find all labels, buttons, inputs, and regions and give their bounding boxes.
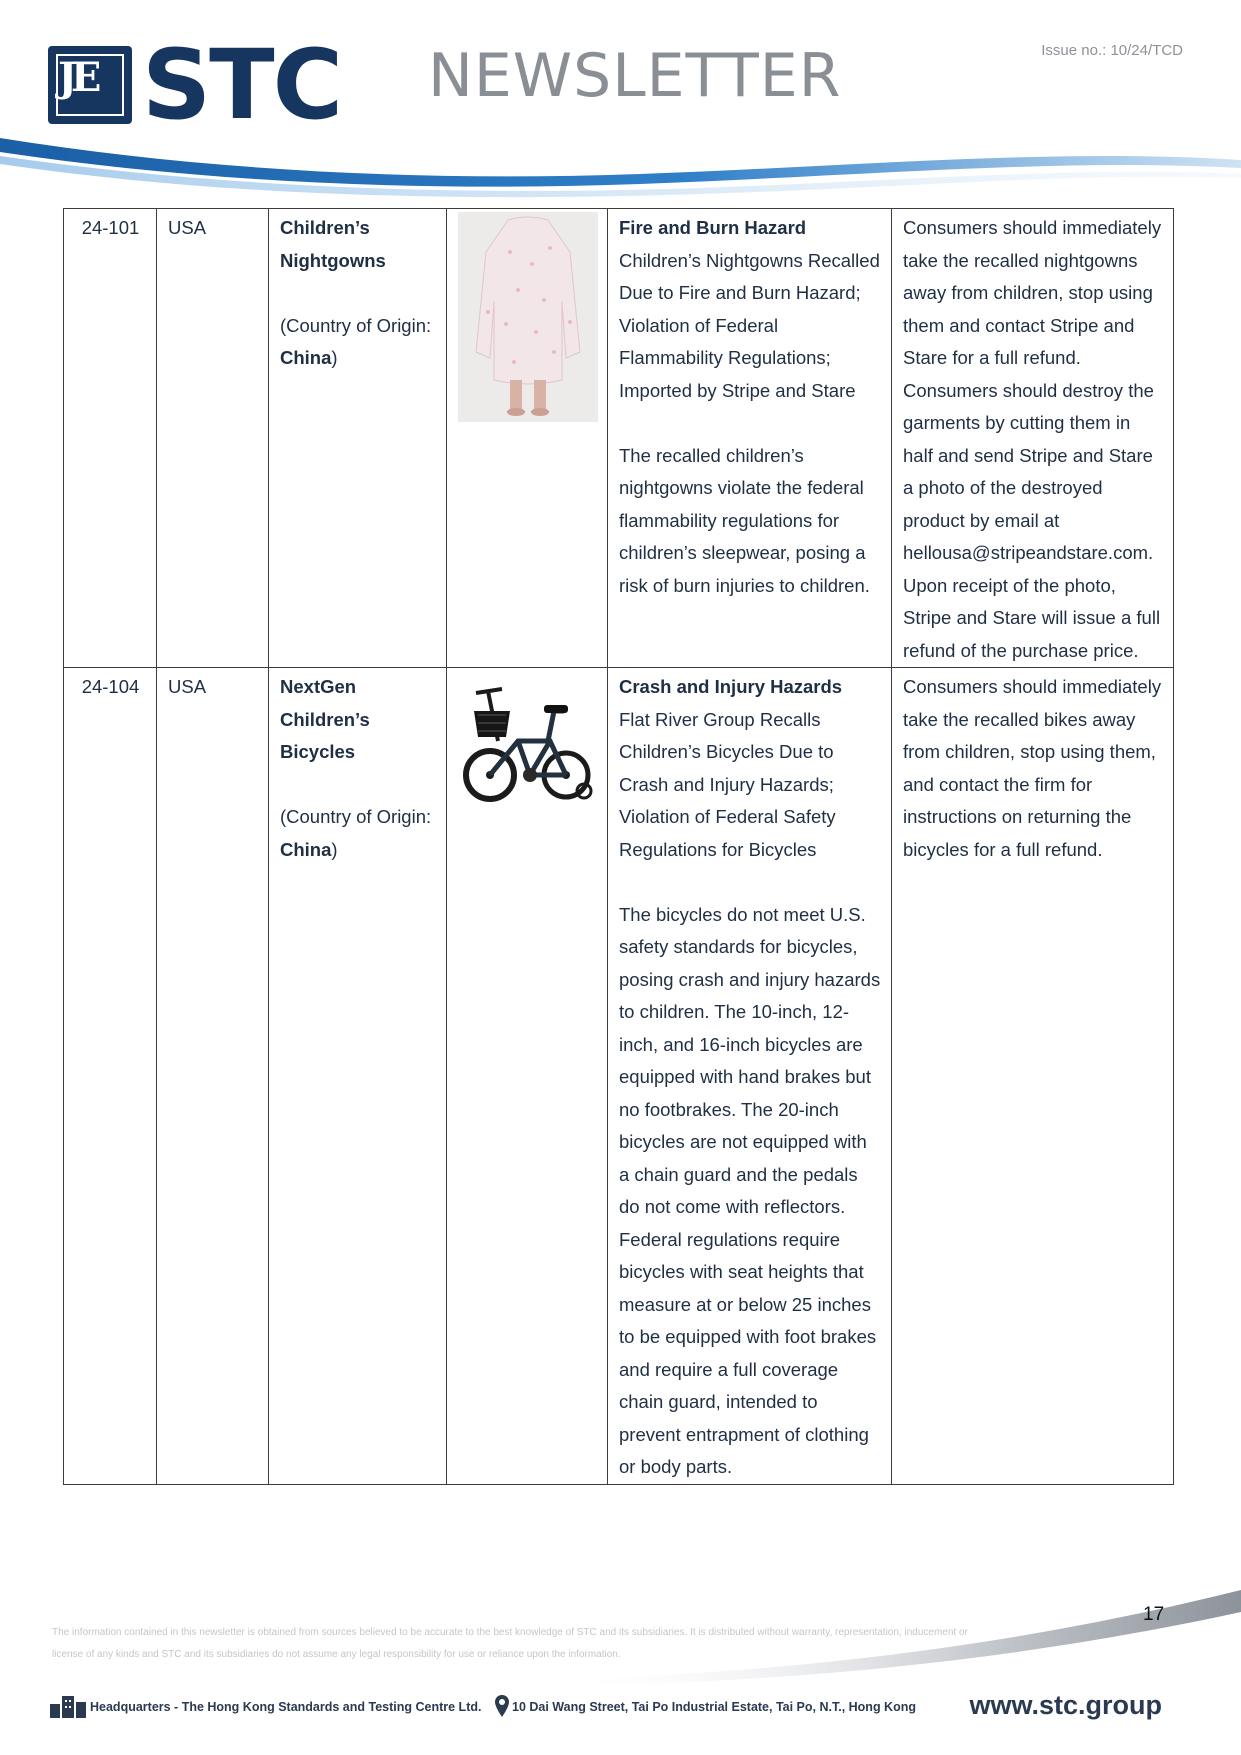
origin-label: (Country of Origin: [280, 314, 432, 336]
recall-id: 24-104 [64, 668, 157, 1485]
nightgown-photo-icon [458, 212, 598, 422]
bicycle-photo-icon [458, 671, 598, 821]
page-header [0, 0, 1241, 200]
hazard-summary: Flat River Group Recalls Children’s Bicycles Due to Crash and Injury Hazards; Violation of Federal Safety Regulations for Bicycles [619, 708, 836, 860]
page-footer [48, 1690, 1198, 1726]
headquarters-text: Headquarters - The Hong Kong Standards and Testing Centre Ltd. [90, 1700, 482, 1714]
building-icon [48, 1694, 88, 1718]
origin-country: China [280, 347, 332, 368]
recall-id: 24-101 [64, 209, 157, 668]
logo-wordmark: STC [142, 29, 342, 141]
newsletter-title: NEWSLETTER [428, 41, 842, 111]
table-row [64, 668, 1174, 1485]
hazard-detail: The bicycles do not meet U.S. safety standards for bicycles, posing crash and injury hazards to children. The 10-inch, 12-inch, and 16-inch bicycles are equipped with hand brakes but no footbrakes. The 20-inch bicycles are not equipped with a chain guard and the pedals do not come with reflectors. Federal regulations require bicycles with seat heights that measure at or below 25 inches to be equipped with foot brakes and require a full coverage chain guard, intended to prevent entrapment of clothing or body parts. [619, 903, 881, 1477]
product-name: Children’s Nightgowns [280, 217, 386, 271]
hazard-title: Fire and Burn Hazard [619, 217, 807, 238]
table-row [64, 209, 1174, 668]
issue-number: Issue no.: 10/24/TCD [1041, 42, 1183, 59]
recall-country: USA [157, 209, 269, 668]
hazard-title: Crash and Injury Hazards [619, 676, 843, 697]
address-text: 10 Dai Wang Street, Tai Po Industrial Estate, Tai Po, N.T., Hong Kong [512, 1700, 916, 1714]
origin-country: China [280, 838, 332, 860]
website-link[interactable]: www.stc.group [969, 1690, 1162, 1720]
location-pin-icon [494, 1694, 510, 1718]
stc-logo [48, 29, 348, 141]
hazard-detail: The recalled children’s nightgowns violate the federal flammability regulations for children’s sleepwear, posing a risk of burn injuries to children. [619, 444, 870, 596]
hazard-cell [608, 668, 892, 1485]
remedy-cell: Consumers should immediately take the recalled nightgowns away from children, stop using them and contact Stripe and Stare for a full refund. Consumers should destroy the garments by cutting them in half and send Stripe and Stare a photo of the destroyed product by email at hellousa@stripeandstare.com. Upon receipt of the photo, Stripe and Stare will issue a full refund of the purchase price. [892, 209, 1174, 668]
header-swoosh-icon [0, 130, 1241, 210]
hazard-cell [608, 209, 892, 668]
recall-country: USA [157, 668, 269, 1485]
remedy-cell: Consumers should immediately take the recalled bikes away from children, stop using them, and contact the firm for instructions on returning the bicycles for a full refund. [892, 668, 1174, 1485]
origin-label: (Country of Origin: [280, 806, 432, 827]
product-cell: Children’s Nightgowns (Country of Origin: China) [269, 209, 447, 668]
product-image-cell [447, 209, 608, 668]
product-name: NextGen Children’s Bicycles [280, 676, 370, 762]
hazard-summary: Children’s Nightgowns Recalled Due to Fire and Burn Hazard; Violation of Federal Flammability Regulations; Imported by Stripe and Stare [619, 249, 880, 401]
product-cell: NextGen Children’s Bicycles (Country of Origin: China) [269, 668, 447, 1485]
logo-mark-icon: JE [48, 46, 132, 124]
recall-table [63, 208, 1174, 1485]
page-number: 17 [1143, 1604, 1165, 1625]
product-image-cell [447, 668, 608, 1485]
disclaimer-text: The information contained in this newsletter is obtained from sources believed to be accurate to the best knowledge of STC and its subsidiaries. It is distributed without warranty, representation, inducement or license of any kinds and STC and its subsidiaries do not assume any legal responsibility for use or reliance upon the information. [52, 1627, 968, 1660]
